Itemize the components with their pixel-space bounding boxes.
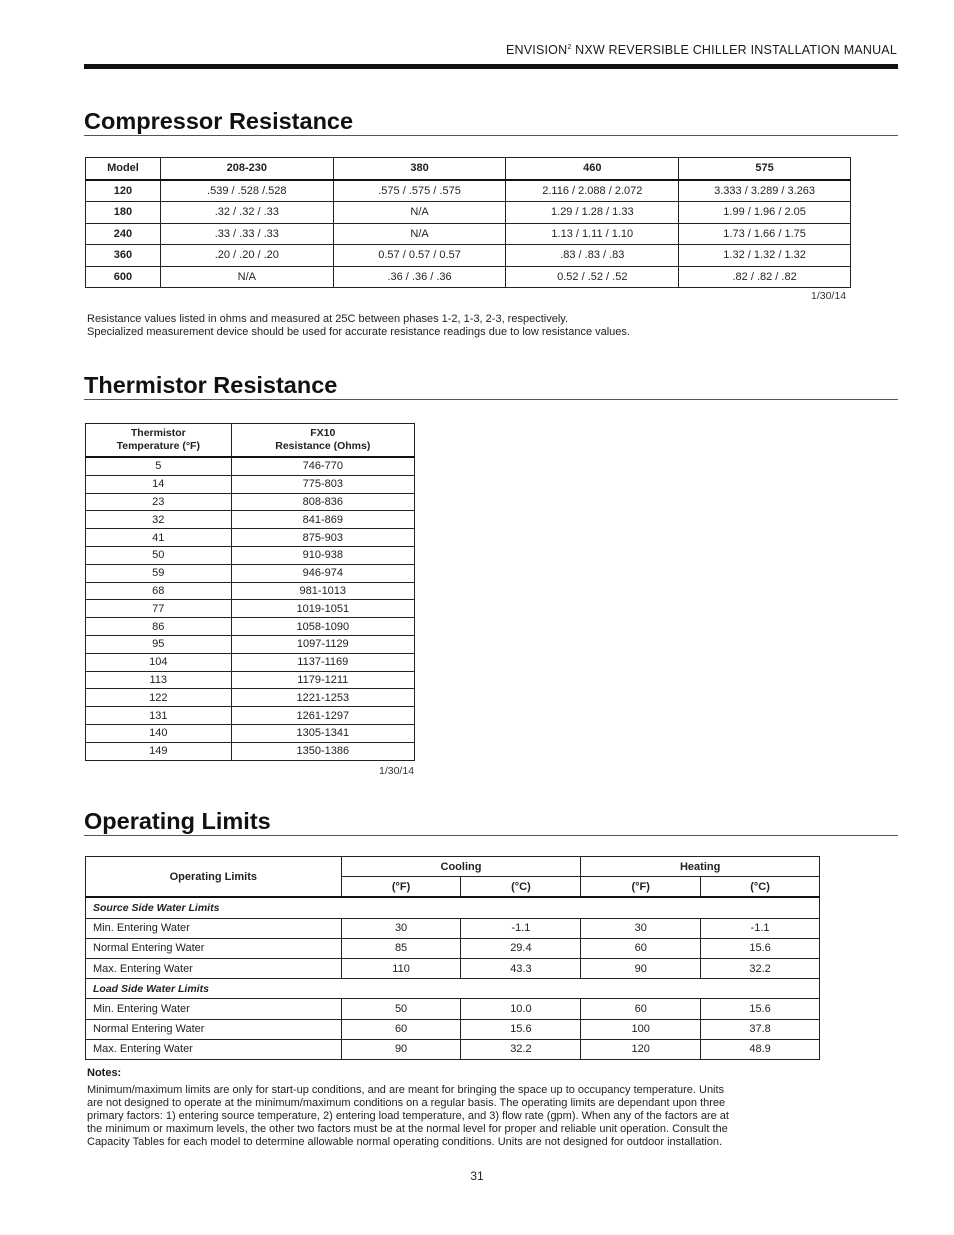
thermistor-resistance-header bbox=[231, 424, 414, 458]
notes-label: Notes: bbox=[87, 1067, 122, 1079]
table-row bbox=[86, 564, 415, 582]
limit-value-cell: 90 bbox=[341, 1039, 461, 1059]
table-row bbox=[86, 707, 415, 725]
heating-header: Heating bbox=[581, 857, 820, 877]
limit-value-cell: 37.8 bbox=[701, 1019, 820, 1039]
operating-header-row bbox=[86, 857, 820, 877]
thermistor-resistance-cell: 1179-1211 bbox=[231, 671, 414, 689]
table-row bbox=[86, 546, 415, 564]
thermistor-temp-cell: 95 bbox=[86, 635, 232, 653]
compressor-value-cell: .83 / .83 / .83 bbox=[506, 245, 679, 267]
compressor-value-cell: 1.32 / 1.32 / 1.32 bbox=[679, 245, 851, 267]
operating-limits-table bbox=[85, 856, 820, 1060]
notes-line: primary factors: 1) entering source temperature, 2) entering load temperature, and 3) flow rate (gpm). When any of the factors are at bbox=[87, 1110, 729, 1122]
thermistor-header-row bbox=[86, 424, 415, 458]
compressor-model-cell: 360 bbox=[86, 245, 161, 267]
compressor-value-cell: N/A bbox=[333, 223, 506, 245]
limit-value-cell: 110 bbox=[341, 958, 461, 978]
limit-value-cell: 32.2 bbox=[461, 1039, 581, 1059]
table-row bbox=[86, 653, 415, 671]
cooling-header: Cooling bbox=[341, 857, 581, 877]
compressor-model-cell: 240 bbox=[86, 223, 161, 245]
compressor-col-header: 208-230 bbox=[160, 158, 333, 180]
table-row bbox=[86, 529, 415, 547]
thermistor-temp-cell: 50 bbox=[86, 546, 232, 564]
table-row bbox=[86, 635, 415, 653]
table-row bbox=[86, 223, 851, 245]
operating-notes bbox=[87, 1084, 899, 1149]
table-row bbox=[86, 671, 415, 689]
notes-line: the minimum or maximum levels, the other two factors must be at the normal level for proper and reliable unit operation. Consult the bbox=[87, 1123, 728, 1135]
thermistor-temp-cell: 86 bbox=[86, 618, 232, 636]
cooling-f-header: (°F) bbox=[341, 877, 461, 898]
notes-line: Minimum/maximum limits are only for start-up conditions, and are meant for bringing the space up to occupancy temperature. Units bbox=[87, 1084, 725, 1096]
compressor-value-cell: N/A bbox=[333, 202, 506, 224]
compressor-value-cell: 2.116 / 2.088 / 2.072 bbox=[506, 180, 679, 202]
table-row bbox=[86, 245, 851, 267]
table-row bbox=[86, 938, 820, 958]
table-row bbox=[86, 618, 415, 636]
group-title: Load Side Water Limits bbox=[86, 979, 820, 999]
thermistor-resistance-cell: 1221-1253 bbox=[231, 689, 414, 707]
thermistor-temp-cell: 68 bbox=[86, 582, 232, 600]
compressor-value-cell: .32 / .32 / .33 bbox=[160, 202, 333, 224]
compressor-model-cell: 120 bbox=[86, 180, 161, 202]
limit-value-cell: -1.1 bbox=[461, 918, 581, 938]
manual-title bbox=[506, 43, 897, 57]
limit-value-cell: 30 bbox=[341, 918, 461, 938]
compressor-model-cell: 180 bbox=[86, 202, 161, 224]
limit-value-cell: 100 bbox=[581, 1019, 701, 1039]
limit-value-cell: 32.2 bbox=[701, 958, 820, 978]
limit-value-cell: 43.3 bbox=[461, 958, 581, 978]
thermistor-resistance-header-line2: Resistance (Ohms) bbox=[275, 440, 371, 452]
thermistor-temp-cell: 140 bbox=[86, 724, 232, 742]
compressor-value-cell: 0.52 / .52 / .52 bbox=[506, 266, 679, 288]
thermistor-temp-cell: 113 bbox=[86, 671, 232, 689]
cooling-c-header: (°C) bbox=[461, 877, 581, 898]
compressor-col-header: Model bbox=[86, 158, 161, 180]
table-row bbox=[86, 493, 415, 511]
notes-line: Capacity Tables for each model to determine allowable normal operating conditions. Units are not designed for outdoor installation. bbox=[87, 1136, 723, 1148]
limit-value-cell: 15.6 bbox=[701, 999, 820, 1019]
compressor-col-header: 460 bbox=[506, 158, 679, 180]
thermistor-resistance-header-line1: FX10 bbox=[310, 427, 336, 439]
thermistor-resistance-cell: 946-974 bbox=[231, 564, 414, 582]
compressor-value-cell: 1.13 / 1.11 / 1.10 bbox=[506, 223, 679, 245]
compressor-header-row bbox=[86, 158, 851, 180]
limit-value-cell: 50 bbox=[341, 999, 461, 1019]
thermistor-resistance-cell: 746-770 bbox=[231, 457, 414, 475]
group-row bbox=[86, 979, 820, 999]
limit-label-cell: Max. Entering Water bbox=[86, 1039, 342, 1059]
thermistor-temp-header bbox=[86, 424, 232, 458]
thermistor-resistance-cell: 1305-1341 bbox=[231, 724, 414, 742]
compressor-value-cell: 1.29 / 1.28 / 1.33 bbox=[506, 202, 679, 224]
heating-c-header: (°C) bbox=[701, 877, 820, 898]
limit-value-cell: 30 bbox=[581, 918, 701, 938]
thermistor-table bbox=[85, 423, 415, 761]
limit-value-cell: 48.9 bbox=[701, 1039, 820, 1059]
thermistor-temp-cell: 23 bbox=[86, 493, 232, 511]
limit-value-cell: 120 bbox=[581, 1039, 701, 1059]
manual-title-superscript: 2 bbox=[567, 43, 572, 51]
limit-value-cell: 90 bbox=[581, 958, 701, 978]
compressor-note-1: Resistance values listed in ohms and measured at 25C between phases 1-2, 1-3, 2-3, respectively. bbox=[87, 313, 568, 325]
thermistor-resistance-cell: 1350-1386 bbox=[231, 742, 414, 760]
thermistor-temp-cell: 131 bbox=[86, 707, 232, 725]
thermistor-resistance-cell: 875-903 bbox=[231, 529, 414, 547]
table-row bbox=[86, 918, 820, 938]
compressor-date: 1/30/14 bbox=[811, 290, 847, 302]
table-row bbox=[86, 958, 820, 978]
thermistor-temp-cell: 5 bbox=[86, 457, 232, 475]
header-rule bbox=[84, 64, 898, 69]
compressor-note-2: Specialized measurement device should be used for accurate resistance readings due to low resistance values. bbox=[87, 326, 630, 338]
limit-label-cell: Normal Entering Water bbox=[86, 938, 342, 958]
limit-value-cell: 85 bbox=[341, 938, 461, 958]
compressor-value-cell: 3.333 / 3.289 / 3.263 bbox=[679, 180, 851, 202]
thermistor-temp-cell: 59 bbox=[86, 564, 232, 582]
table-row bbox=[86, 180, 851, 202]
compressor-value-cell: .36 / .36 / .36 bbox=[333, 266, 506, 288]
thermistor-resistance-cell: 981-1013 bbox=[231, 582, 414, 600]
compressor-value-cell: N/A bbox=[160, 266, 333, 288]
thermistor-temp-cell: 14 bbox=[86, 475, 232, 493]
compressor-col-header: 380 bbox=[333, 158, 506, 180]
table-row bbox=[86, 475, 415, 493]
thermistor-resistance-cell: 775-803 bbox=[231, 475, 414, 493]
table-row bbox=[86, 266, 851, 288]
limit-value-cell: 60 bbox=[581, 938, 701, 958]
table-row bbox=[86, 1039, 820, 1059]
limit-value-cell: 60 bbox=[581, 999, 701, 1019]
thermistor-heading: Thermistor Resistance bbox=[84, 372, 898, 400]
limit-value-cell: 60 bbox=[341, 1019, 461, 1039]
table-row bbox=[86, 999, 820, 1019]
heating-f-header: (°F) bbox=[581, 877, 701, 898]
group-title: Source Side Water Limits bbox=[86, 897, 820, 918]
limit-value-cell: -1.1 bbox=[701, 918, 820, 938]
limit-value-cell: 15.6 bbox=[461, 1019, 581, 1039]
thermistor-date: 1/30/14 bbox=[379, 765, 415, 777]
group-row bbox=[86, 897, 820, 918]
thermistor-temp-cell: 149 bbox=[86, 742, 232, 760]
compressor-model-cell: 600 bbox=[86, 266, 161, 288]
table-row bbox=[86, 1019, 820, 1039]
limit-value-cell: 15.6 bbox=[701, 938, 820, 958]
thermistor-resistance-cell: 1137-1169 bbox=[231, 653, 414, 671]
thermistor-temp-cell: 104 bbox=[86, 653, 232, 671]
table-row bbox=[86, 511, 415, 529]
notes-line: are not designed to operate at the minimum/maximum conditions on a regular basis. The operating limits are dependant upon three bbox=[87, 1097, 726, 1109]
manual-title-suffix: NXW REVERSIBLE CHILLER INSTALLATION MANUAL bbox=[571, 43, 897, 57]
thermistor-temp-cell: 41 bbox=[86, 529, 232, 547]
compressor-value-cell: .575 / .575 / .575 bbox=[333, 180, 506, 202]
compressor-value-cell: .33 / .33 / .33 bbox=[160, 223, 333, 245]
thermistor-resistance-cell: 910-938 bbox=[231, 546, 414, 564]
compressor-col-header: 575 bbox=[679, 158, 851, 180]
limit-value-cell: 10.0 bbox=[461, 999, 581, 1019]
limit-label-cell: Min. Entering Water bbox=[86, 999, 342, 1019]
thermistor-temp-header-line2: Temperature (°F) bbox=[116, 440, 200, 452]
compressor-value-cell: .539 / .528 /.528 bbox=[160, 180, 333, 202]
limit-value-cell: 29.4 bbox=[461, 938, 581, 958]
thermistor-resistance-cell: 1097-1129 bbox=[231, 635, 414, 653]
compressor-value-cell: 0.57 / 0.57 / 0.57 bbox=[333, 245, 506, 267]
operating-heading: Operating Limits bbox=[84, 808, 898, 836]
thermistor-temp-cell: 77 bbox=[86, 600, 232, 618]
thermistor-resistance-cell: 1261-1297 bbox=[231, 707, 414, 725]
thermistor-resistance-cell: 808-836 bbox=[231, 493, 414, 511]
compressor-value-cell: .20 / .20 / .20 bbox=[160, 245, 333, 267]
limit-label-cell: Normal Entering Water bbox=[86, 1019, 342, 1039]
operating-limits-corner-header: Operating Limits bbox=[86, 857, 342, 898]
thermistor-resistance-cell: 841-869 bbox=[231, 511, 414, 529]
table-row bbox=[86, 724, 415, 742]
thermistor-temp-cell: 122 bbox=[86, 689, 232, 707]
limit-label-cell: Min. Entering Water bbox=[86, 918, 342, 938]
thermistor-resistance-cell: 1058-1090 bbox=[231, 618, 414, 636]
compressor-value-cell: 1.99 / 1.96 / 2.05 bbox=[679, 202, 851, 224]
table-row bbox=[86, 457, 415, 475]
limit-label-cell: Max. Entering Water bbox=[86, 958, 342, 978]
table-row bbox=[86, 742, 415, 760]
table-row bbox=[86, 689, 415, 707]
thermistor-resistance-cell: 1019-1051 bbox=[231, 600, 414, 618]
compressor-heading: Compressor Resistance bbox=[84, 108, 898, 136]
table-row bbox=[86, 202, 851, 224]
table-row bbox=[86, 582, 415, 600]
compressor-table bbox=[85, 157, 851, 288]
page-number: 31 bbox=[470, 1169, 484, 1183]
thermistor-temp-cell: 32 bbox=[86, 511, 232, 529]
table-row bbox=[86, 600, 415, 618]
compressor-value-cell: .82 / .82 / .82 bbox=[679, 266, 851, 288]
compressor-value-cell: 1.73 / 1.66 / 1.75 bbox=[679, 223, 851, 245]
manual-title-prefix: ENVISION bbox=[505, 43, 568, 57]
thermistor-temp-header-line1: Thermistor bbox=[130, 427, 186, 439]
